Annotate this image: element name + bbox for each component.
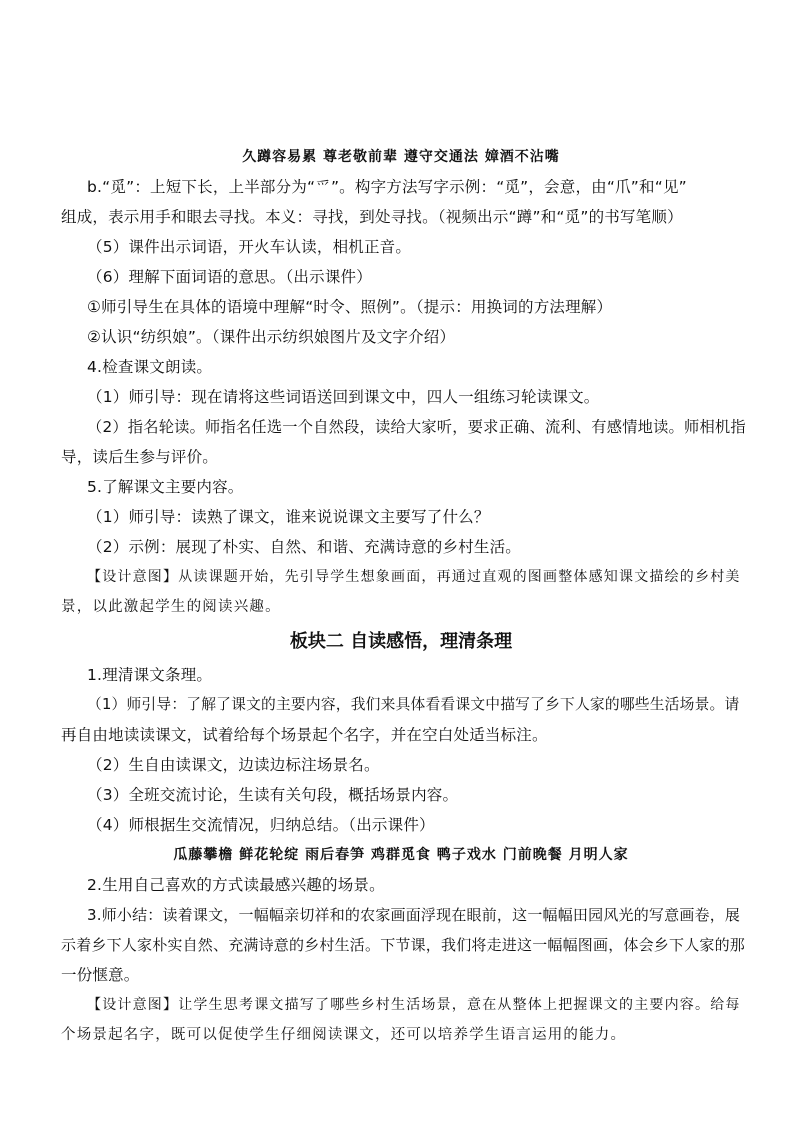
paragraph-line: ②认识“纺织娘”。（课件出示纺织娘图片及文字介绍） [87,328,456,346]
design-intent-line: 【设计意图】从读课题开始，先引导学生想象画面，再通过直观的图画整体感知课文描绘的乡村美 [87,569,741,585]
scene-names-line: 瓜藤攀檐 鲜花轮绽 雨后春笋 鸡群觅食 鸭子戏水 门前晚餐 月明人家 [173,847,629,863]
paragraph-line: 再自由地读读课文，试着给每个场景起个名字，并在空白处适当标注。 [61,726,548,744]
paragraph-line: （1）师引导：了解了课文的主要内容，我们来具体看看课文中描写了乡下人家的哪些生活场景。请 [87,696,740,713]
paragraph-line: 3.师小结：读着课文，一幅幅亲切祥和的农家画面浮现在眼前，这一幅幅田园风光的写意画卷，展 [87,906,741,924]
paragraph-line: 一份惬意。 [61,966,140,984]
paragraph-line: 组成，表示用手和眼去寻找。本义：寻找，到处寻找。（视频出示“蹲”和“觅”的书写笔顺） [61,208,683,226]
section-step: 1.理清课文条理。 [87,666,213,684]
paragraph-line: （1）师引导：现在请将这些词语送回到课文中，四人一组练习轮读课文。 [87,388,600,406]
paragraph-line: 示着乡下人家朴实自然、充满诗意的乡村生活。下节课，我们将走进这一幅幅图画，体会乡下人家的那 [61,936,746,954]
paragraph-line: b.“觅”：上短下长，上半部分为“爫”。构字方法写字示例：“觅”，会意，由“爪”和“见” [87,178,687,196]
section-step: 5.了解课文主要内容。 [87,478,244,496]
section-heading: 板块二 自读感悟，理清条理 [289,631,513,652]
lesson-content [56,142,746,1050]
design-intent-line: 【设计意图】让学生思考课文描写了哪些乡村生活场景，意在从整体上把握课文的主要内容。给每 [87,997,741,1013]
paragraph-line: （5）课件出示词语，开火车认读，相机正音。 [87,238,412,256]
section-step: 4.检查课文朗读。 [87,358,213,376]
section-step: 2.生用自己喜欢的方式读最感兴趣的场景。 [87,876,385,894]
paragraph-line: （2）示例：展现了朴实、自然、和谐、充满诗意的乡村生活。 [87,538,521,556]
phrase-examples-line: 久蹲容易累 尊老敬前辈 遵守交通法 嫜酒不沾嘴 [242,149,560,165]
paragraph-line: （3）全班交流讨论，生读有关句段，概括场景内容。 [87,786,459,804]
paragraph-line: ①师引导生在具体的语境中理解“时令、照例”。（提示：用换词的方法理解） [87,298,613,316]
paragraph-line: （1）师引导：读熟了课文，谁来说说课文主要写了什么？ [87,508,490,526]
design-intent-line: 个场景起名字，既可以促使学生仔细阅读课文，还可以培养学生语言运用的能力。 [61,1027,627,1043]
design-intent-line: 景，以此激起学生的阅读兴趣。 [61,599,281,615]
paragraph-line: （2）指名轮读。师指名任选一个自然段，读给大家听，要求正确、流利、有感情地读。师相机指 [87,418,746,436]
paragraph-line: （6）理解下面词语的意思。（出示课件） [87,268,372,286]
paragraph-line: （2）生自由读课文，边读边标注场景名。 [87,756,380,774]
paragraph-line: 导，读后生参与评价。 [61,448,219,466]
paragraph-line: （4）师根据生交流情况，归纳总结。（出示课件） [87,816,435,834]
